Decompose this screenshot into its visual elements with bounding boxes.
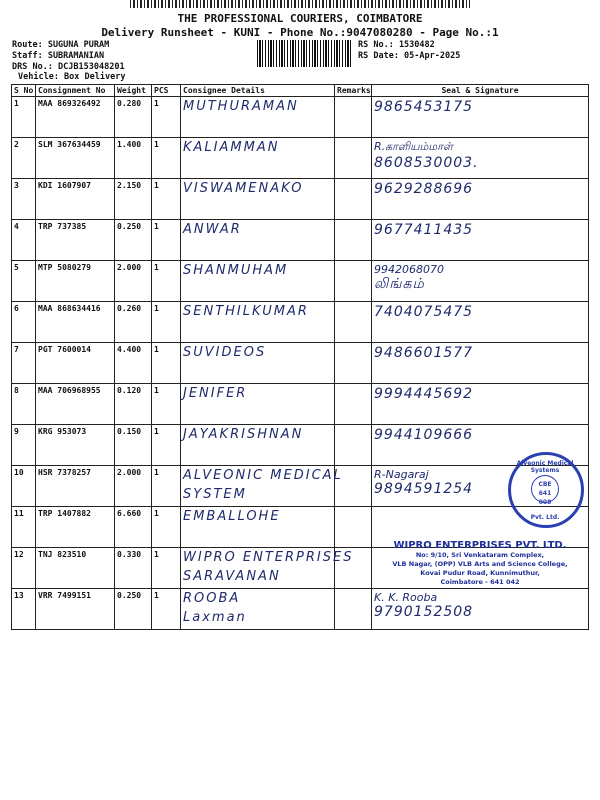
rs-date: RS Date: 05-Apr-2025 <box>358 51 461 61</box>
col-pcs: PCS <box>152 85 181 97</box>
stamp-line-3: Kovai Pudur Road, Kunnimuthur, <box>420 569 540 577</box>
cell-remarks <box>335 589 372 630</box>
cell-sno: 10 <box>12 466 36 507</box>
consignee-handwritten: ANWAR <box>183 222 242 237</box>
cell-consignee <box>181 302 335 343</box>
cell-pcs: 1 <box>152 179 181 220</box>
stamp-line-4: Coimbatore - 641 042 <box>440 578 520 586</box>
cell-remarks <box>335 343 372 384</box>
cell-sno: 13 <box>12 589 36 630</box>
cell-sno: 1 <box>12 97 36 138</box>
cell-pcs: 1 <box>152 343 181 384</box>
cell-consignment: SLM 367634459 <box>36 138 115 179</box>
company-title: THE PROFESSIONAL COURIERS, COIMBATORE <box>177 12 423 25</box>
cell-consignment: VRR 7499151 <box>36 589 115 630</box>
seal-inner-text: CBE 641 008 <box>531 475 559 503</box>
cell-remarks <box>335 220 372 261</box>
consignee-handwritten: WIPRO ENTERPRISES <box>183 550 354 565</box>
cell-signature <box>372 179 589 220</box>
cell-remarks <box>335 425 372 466</box>
cell-weight: 2.000 <box>115 261 152 302</box>
cell-consignment: TRP 737385 <box>36 220 115 261</box>
table-row <box>12 138 589 179</box>
cell-signature <box>372 589 589 630</box>
cell-weight: 0.120 <box>115 384 152 425</box>
cell-weight: 2.000 <box>115 466 152 507</box>
table-row <box>12 302 589 343</box>
cell-remarks <box>335 507 372 548</box>
cell-pcs: 1 <box>152 302 181 343</box>
cell-consignee <box>181 179 335 220</box>
cell-weight: 6.660 <box>115 507 152 548</box>
consignee-handwritten-line2: SYSTEM <box>183 487 247 502</box>
cell-sno: 5 <box>12 261 36 302</box>
cell-consignment: MAA 868634416 <box>36 302 115 343</box>
cell-consignment: MAA 706968955 <box>36 384 115 425</box>
cell-remarks <box>335 384 372 425</box>
cell-remarks <box>335 302 372 343</box>
cell-consignee <box>181 384 335 425</box>
table-row <box>12 220 589 261</box>
consignee-handwritten: SENTHILKUMAR <box>183 304 309 319</box>
cell-sno: 6 <box>12 302 36 343</box>
cell-pcs: 1 <box>152 507 181 548</box>
consignee-handwritten: ROOBA <box>183 591 241 606</box>
cell-weight: 2.150 <box>115 179 152 220</box>
table-row <box>12 179 589 220</box>
cell-sno: 7 <box>12 343 36 384</box>
col-remarks: Remarks <box>335 85 372 97</box>
seal-top-text: Alveonic Medical Systems <box>516 460 574 474</box>
drs-number: DRS No.: DCJB153048201 <box>12 62 125 72</box>
cell-weight: 0.150 <box>115 425 152 466</box>
cell-consignee <box>181 343 335 384</box>
staff-label: Staff: SUBRAMANIAN <box>12 51 105 61</box>
cell-remarks <box>335 179 372 220</box>
col-consignment: Consignment No <box>36 85 115 97</box>
cell-consignee <box>181 589 335 630</box>
cell-sno: 8 <box>12 384 36 425</box>
cell-signature <box>372 302 589 343</box>
signature-phone: 9894591254 <box>374 481 474 497</box>
table-row <box>12 589 589 630</box>
top-barcode-fragment <box>130 0 470 8</box>
vehicle-label: Vehicle: Box Delivery <box>18 72 126 82</box>
table-header-row <box>12 85 589 97</box>
consignee-handwritten-line2: SARAVANAN <box>183 569 281 584</box>
table-row <box>12 425 589 466</box>
signature-phone: 9629288696 <box>374 181 474 197</box>
cell-pcs: 1 <box>152 261 181 302</box>
cell-consignee <box>181 425 335 466</box>
cell-weight: 0.250 <box>115 589 152 630</box>
cell-consignee <box>181 220 335 261</box>
cell-remarks <box>335 97 372 138</box>
table-row <box>12 97 589 138</box>
signature-name: R.காளியம்மாள் <box>374 140 453 153</box>
stamp-title: WIPRO ENTERPRISES PVT. LTD. <box>393 540 567 551</box>
signature-phone: 7404075475 <box>374 304 474 320</box>
cell-consignee <box>181 466 343 507</box>
signature-phone: 9944109666 <box>374 427 474 443</box>
cell-pcs: 1 <box>152 589 181 630</box>
runsheet-barcode <box>257 40 352 67</box>
col-seal: Seal & Signature <box>372 85 589 97</box>
seal-bottom-text: Pvt. Ltd. <box>530 514 560 521</box>
cell-sno: 2 <box>12 138 36 179</box>
signature-name: R-Nagaraj <box>374 468 429 481</box>
consignee-handwritten: ALVEONIC MEDICAL <box>183 468 343 483</box>
cell-sno: 11 <box>12 507 36 548</box>
route-label: Route: SUGUNA PURAM <box>12 40 110 50</box>
cell-consignment: KRG 953073 <box>36 425 115 466</box>
col-consignee: Consignee Details <box>181 85 335 97</box>
table-row <box>12 466 589 507</box>
cell-signature <box>372 220 589 261</box>
cell-weight: 0.280 <box>115 97 152 138</box>
col-sno: S No <box>12 85 36 97</box>
signature-name: 9942068070 <box>374 263 444 276</box>
alveonic-seal-stamp <box>508 452 584 528</box>
consignee-handwritten: EMBALLOHE <box>183 509 281 524</box>
cell-pcs: 1 <box>152 466 181 507</box>
cell-weight: 1.400 <box>115 138 152 179</box>
signature-phone: 8608530003. <box>374 155 479 171</box>
cell-consignment: MAA 869326492 <box>36 97 115 138</box>
cell-pcs: 1 <box>152 425 181 466</box>
signature-phone: 9486601577 <box>374 345 474 361</box>
cell-pcs: 1 <box>152 138 181 179</box>
cell-consignment: TNJ 823510 <box>36 548 115 589</box>
signature-phone: 9994445692 <box>374 386 474 402</box>
consignee-handwritten: VISWAMENAKO <box>183 181 304 196</box>
table-row <box>12 343 589 384</box>
cell-consignee <box>181 97 335 138</box>
cell-sno: 9 <box>12 425 36 466</box>
cell-consignment: PGT 7600014 <box>36 343 115 384</box>
cell-consignment: HSR 7378257 <box>36 466 115 507</box>
cell-consignment: MTP 5080279 <box>36 261 115 302</box>
cell-pcs: 1 <box>152 220 181 261</box>
consignee-handwritten: SUVIDEOS <box>183 345 267 360</box>
table-row <box>12 261 589 302</box>
cell-signature <box>372 138 589 179</box>
consignee-handwritten: JENIFER <box>183 386 248 401</box>
cell-weight: 0.260 <box>115 302 152 343</box>
cell-remarks <box>335 261 372 302</box>
cell-consignee <box>181 548 354 589</box>
cell-consignee <box>181 507 335 548</box>
cell-signature <box>372 97 589 138</box>
cell-signature <box>372 343 589 384</box>
runsheet-subtitle: Delivery Runsheet - KUNI - Phone No.:9047080280 - Page No.:1 <box>101 26 499 39</box>
signature-phone: லிங்கம் <box>374 276 425 292</box>
signature-name: K. K. Rooba <box>374 591 438 604</box>
rs-number: RS No.: 1530482 <box>358 40 435 50</box>
cell-consignment: TRP 1407882 <box>36 507 115 548</box>
cell-weight: 4.400 <box>115 343 152 384</box>
cell-weight: 0.330 <box>115 548 152 589</box>
cell-sno: 4 <box>12 220 36 261</box>
col-weight: Weight <box>115 85 152 97</box>
cell-weight: 0.250 <box>115 220 152 261</box>
cell-signature <box>372 261 589 302</box>
table-row <box>12 384 589 425</box>
cell-pcs: 1 <box>152 384 181 425</box>
cell-signature <box>372 384 589 425</box>
signature-phone: 9677411435 <box>374 222 474 238</box>
cell-pcs: 1 <box>152 97 181 138</box>
wipro-address-stamp <box>390 540 570 587</box>
consignee-handwritten: JAYAKRISHNAN <box>183 427 304 442</box>
cell-consignment: KDI 1607907 <box>36 179 115 220</box>
cell-remarks <box>335 138 372 179</box>
cell-sno: 3 <box>12 179 36 220</box>
cell-consignee <box>181 138 335 179</box>
consignee-handwritten: MUTHURAMAN <box>183 99 299 114</box>
stamp-line-1: No: 9/10, Sri Venkataram Complex, <box>415 551 545 559</box>
consignee-handwritten-line2: Laxman <box>183 610 247 625</box>
stamp-line-2: VLB Nagar, (OPP) VLB Arts and Science College, <box>392 560 568 568</box>
signature-phone: 9865453175 <box>374 99 474 115</box>
consignee-handwritten: KALIAMMAN <box>183 140 280 155</box>
consignee-handwritten: SHANMUHAM <box>183 263 289 278</box>
cell-sno: 12 <box>12 548 36 589</box>
cell-consignee <box>181 261 335 302</box>
cell-pcs: 1 <box>152 548 181 589</box>
signature-phone: 9790152508 <box>374 604 474 620</box>
